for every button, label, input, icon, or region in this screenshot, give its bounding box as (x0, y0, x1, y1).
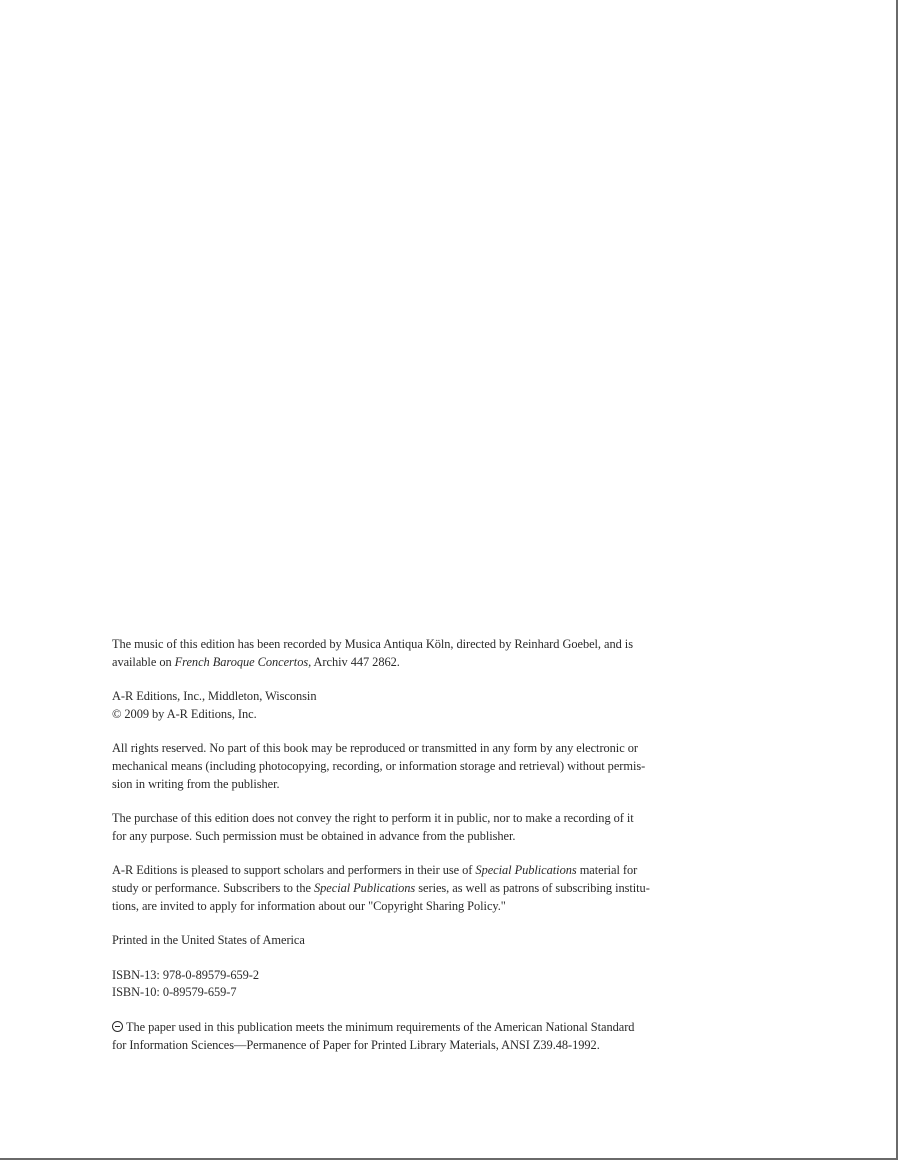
isbn-10: ISBN-10: 0-89579-659-7 (112, 985, 237, 1000)
performance-line-1: The purchase of this edition does not convey the right to perform it in public, nor to make a recording of it (112, 811, 634, 826)
special-pub-line-1: A-R Editions is pleased to support scholars and performers in their use of Special Publications material for (112, 863, 638, 878)
recording-note-line-1: The music of this edition has been recorded by Musica Antiqua Köln, directed by Reinhard Goebel, and is (112, 637, 633, 651)
copyright-block (112, 636, 732, 1071)
performance-line-2: for any purpose. Such permission must be obtained in advance from the publisher. (112, 828, 516, 843)
permanent-paper-icon (112, 1021, 123, 1032)
printed-in: Printed in the United States of America (112, 933, 305, 948)
rights-line-2: mechanical means (including photocopying, recording, or information storage and retrieval) without permis- (112, 758, 646, 773)
special-pub-line-2: study or performance. Subscribers to the Special Publications series, as well as patrons of subscribing institu- (112, 880, 650, 895)
special-pub-line-3: tions, are invited to apply for information about our "Copyright Sharing Policy." (112, 898, 506, 913)
paper-notice-line-2: for Information Sciences—Permanence of Paper for Printed Library Materials, ANSI Z39.48-1992. (112, 1037, 600, 1052)
recording-note (112, 636, 732, 671)
isbn-13: ISBN-13: 978-0-89579-659-2 (112, 967, 260, 982)
isbn-block (112, 967, 732, 1002)
rights-line-1: All rights reserved. No part of this book may be reproduced or transmitted in any form by any electronic or (112, 741, 638, 756)
recording-title: French Baroque Concertos, (174, 654, 312, 669)
publisher-address: A-R Editions, Inc., Middleton, Wisconsin (112, 689, 317, 704)
publisher-info (112, 688, 732, 723)
special-publications-note (112, 862, 732, 915)
performance-rights (112, 810, 732, 845)
rights-reserved (112, 740, 732, 793)
paper-notice-line-1: The paper used in this publication meets the minimum requirements of the American National Standard (112, 1019, 732, 1037)
copyright-notice: © 2009 by A-R Editions, Inc. (112, 706, 257, 721)
paper-notice (112, 1019, 732, 1054)
recording-note-line-2: available on French Baroque Concertos, Archiv 447 2862. (112, 654, 400, 669)
rights-line-3: sion in writing from the publisher. (112, 776, 280, 791)
